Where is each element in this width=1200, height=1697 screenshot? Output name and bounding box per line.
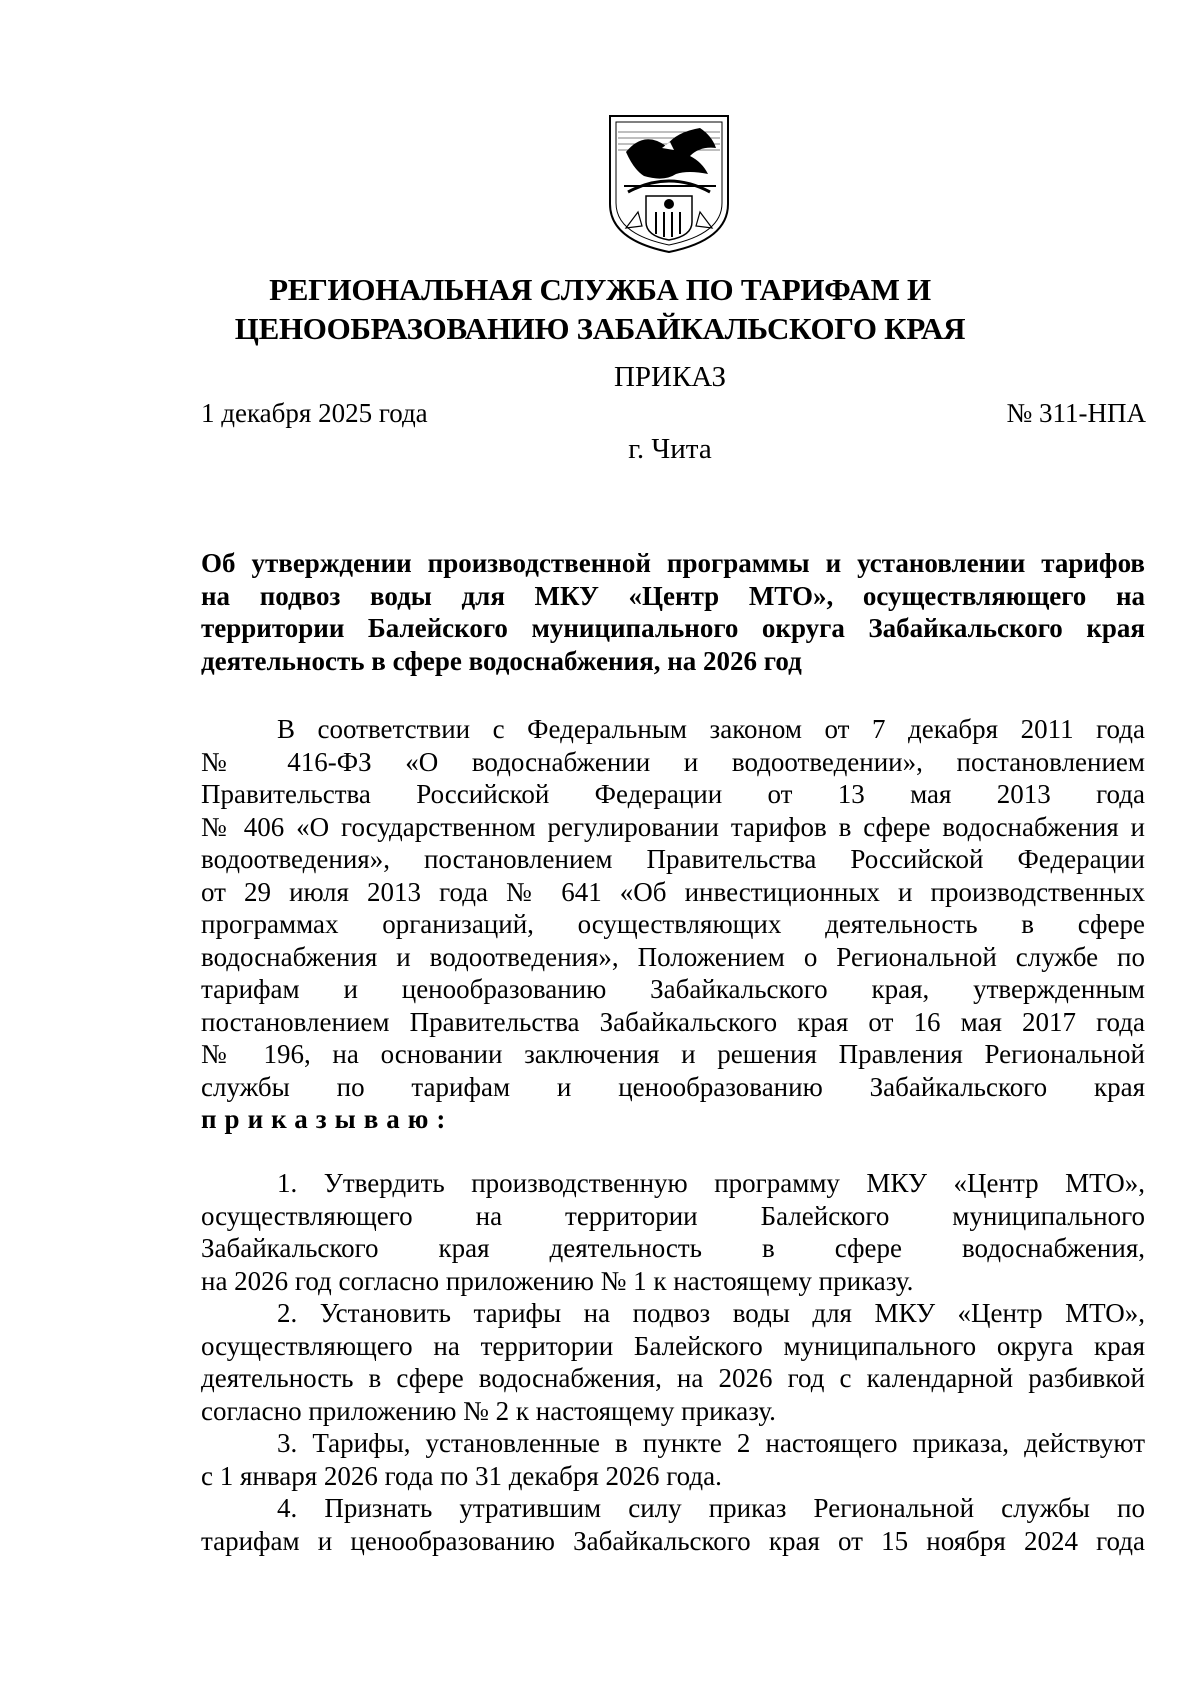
document-title (201, 547, 1145, 677)
item-line: осуществляющего на территории Балейского муниципального округа края (201, 1330, 1145, 1361)
coat-of-arms-icon (604, 112, 734, 254)
preamble-line: водоснабжения и водоотведения», Положением о Региональной службе по (201, 941, 1145, 972)
preamble-line: службы по тарифам и ценообразованию Забайкальского края (201, 1071, 1145, 1102)
title-line: Об утверждении производственной программы и установлении тарифов (201, 548, 1145, 578)
preamble-line: Правительства Российской Федерации от 13 мая 2013 года (201, 779, 1145, 809)
preamble-line: постановлением Правительства Забайкальского края от 16 мая 2017 года (201, 1006, 1145, 1037)
preamble-line: тарифам и ценообразованию Забайкальского края, утвержденным (201, 974, 1145, 1004)
title-line: территории Балейского муниципального округа Забайкальского края (201, 613, 1145, 643)
document-type: ПРИКАЗ (613, 361, 727, 393)
preamble-line: № 416-ФЗ «О водоснабжении и водоотведении», постановлением (201, 746, 1145, 777)
organization-name (0, 270, 1200, 348)
item-line: согласно приложению № 2 к настоящему приказу. (201, 1395, 776, 1426)
item-line: тарифам и ценообразованию Забайкальского края от 15 ноября 2024 года (201, 1525, 1145, 1556)
item-line: деятельность в сфере водоснабжения, на 2026 год с календарной разбивкой (201, 1363, 1145, 1393)
preamble-line: водоотведения», постановлением Правительства Российской Федерации (201, 844, 1145, 874)
title-line: на подвоз воды для МКУ «Центр МТО», осуществляющего на (201, 580, 1145, 611)
preamble-line: программах организаций, осуществляющих деятельность в сфере (201, 909, 1145, 939)
document-number: № 311-НПА (1006, 398, 1146, 428)
item-line: 4. Признать утратившим силу приказ Региональной службы по (277, 1493, 1145, 1523)
item-line: 1. Утвердить производственную программу МКУ «Центр МТО», (277, 1168, 1145, 1198)
item-line: осуществляющего на территории Балейского муниципального (201, 1200, 1145, 1231)
preamble-paragraph (201, 713, 1145, 1136)
title-line: деятельность в сфере водоснабжения, на 2026 год (201, 645, 802, 676)
preamble-line: № 196, на основании заключения и решения Правления Региональной (201, 1039, 1145, 1069)
item-line: на 2026 год согласно приложению № 1 к настоящему приказу. (201, 1265, 914, 1296)
preamble-line: № 406 «О государственном регулировании тарифов в сфере водоснабжения и (201, 811, 1145, 842)
item-line: 2. Установить тарифы на подвоз воды для МКУ «Центр МТО», (277, 1298, 1145, 1328)
organization-name-line1: РЕГИОНАЛЬНАЯ СЛУЖБА ПО ТАРИФАМ И (269, 272, 931, 307)
item-line: с 1 января 2026 года по 31 декабря 2026 года. (201, 1460, 722, 1491)
preamble-line: от 29 июля 2013 года № 641 «Об инвестиционных и производственных (201, 876, 1145, 907)
item-line: 3. Тарифы, установленные в пункте 2 настоящего приказа, действуют (277, 1428, 1145, 1458)
preamble-line: В соответствии с Федеральным законом от 7 декабря 2011 года (277, 714, 1145, 744)
document-city: г. Чита (628, 433, 712, 465)
item-line: Забайкальского края деятельность в сфере водоснабжения, (201, 1233, 1145, 1263)
order-word: приказываю: (201, 1104, 454, 1134)
organization-name-line2: ЦЕНООБРАЗОВАНИЮ ЗАБАЙКАЛЬСКОГО КРАЯ (234, 311, 966, 346)
document-date: 1 декабря 2025 года (201, 398, 428, 428)
order-items (201, 1167, 1145, 1557)
